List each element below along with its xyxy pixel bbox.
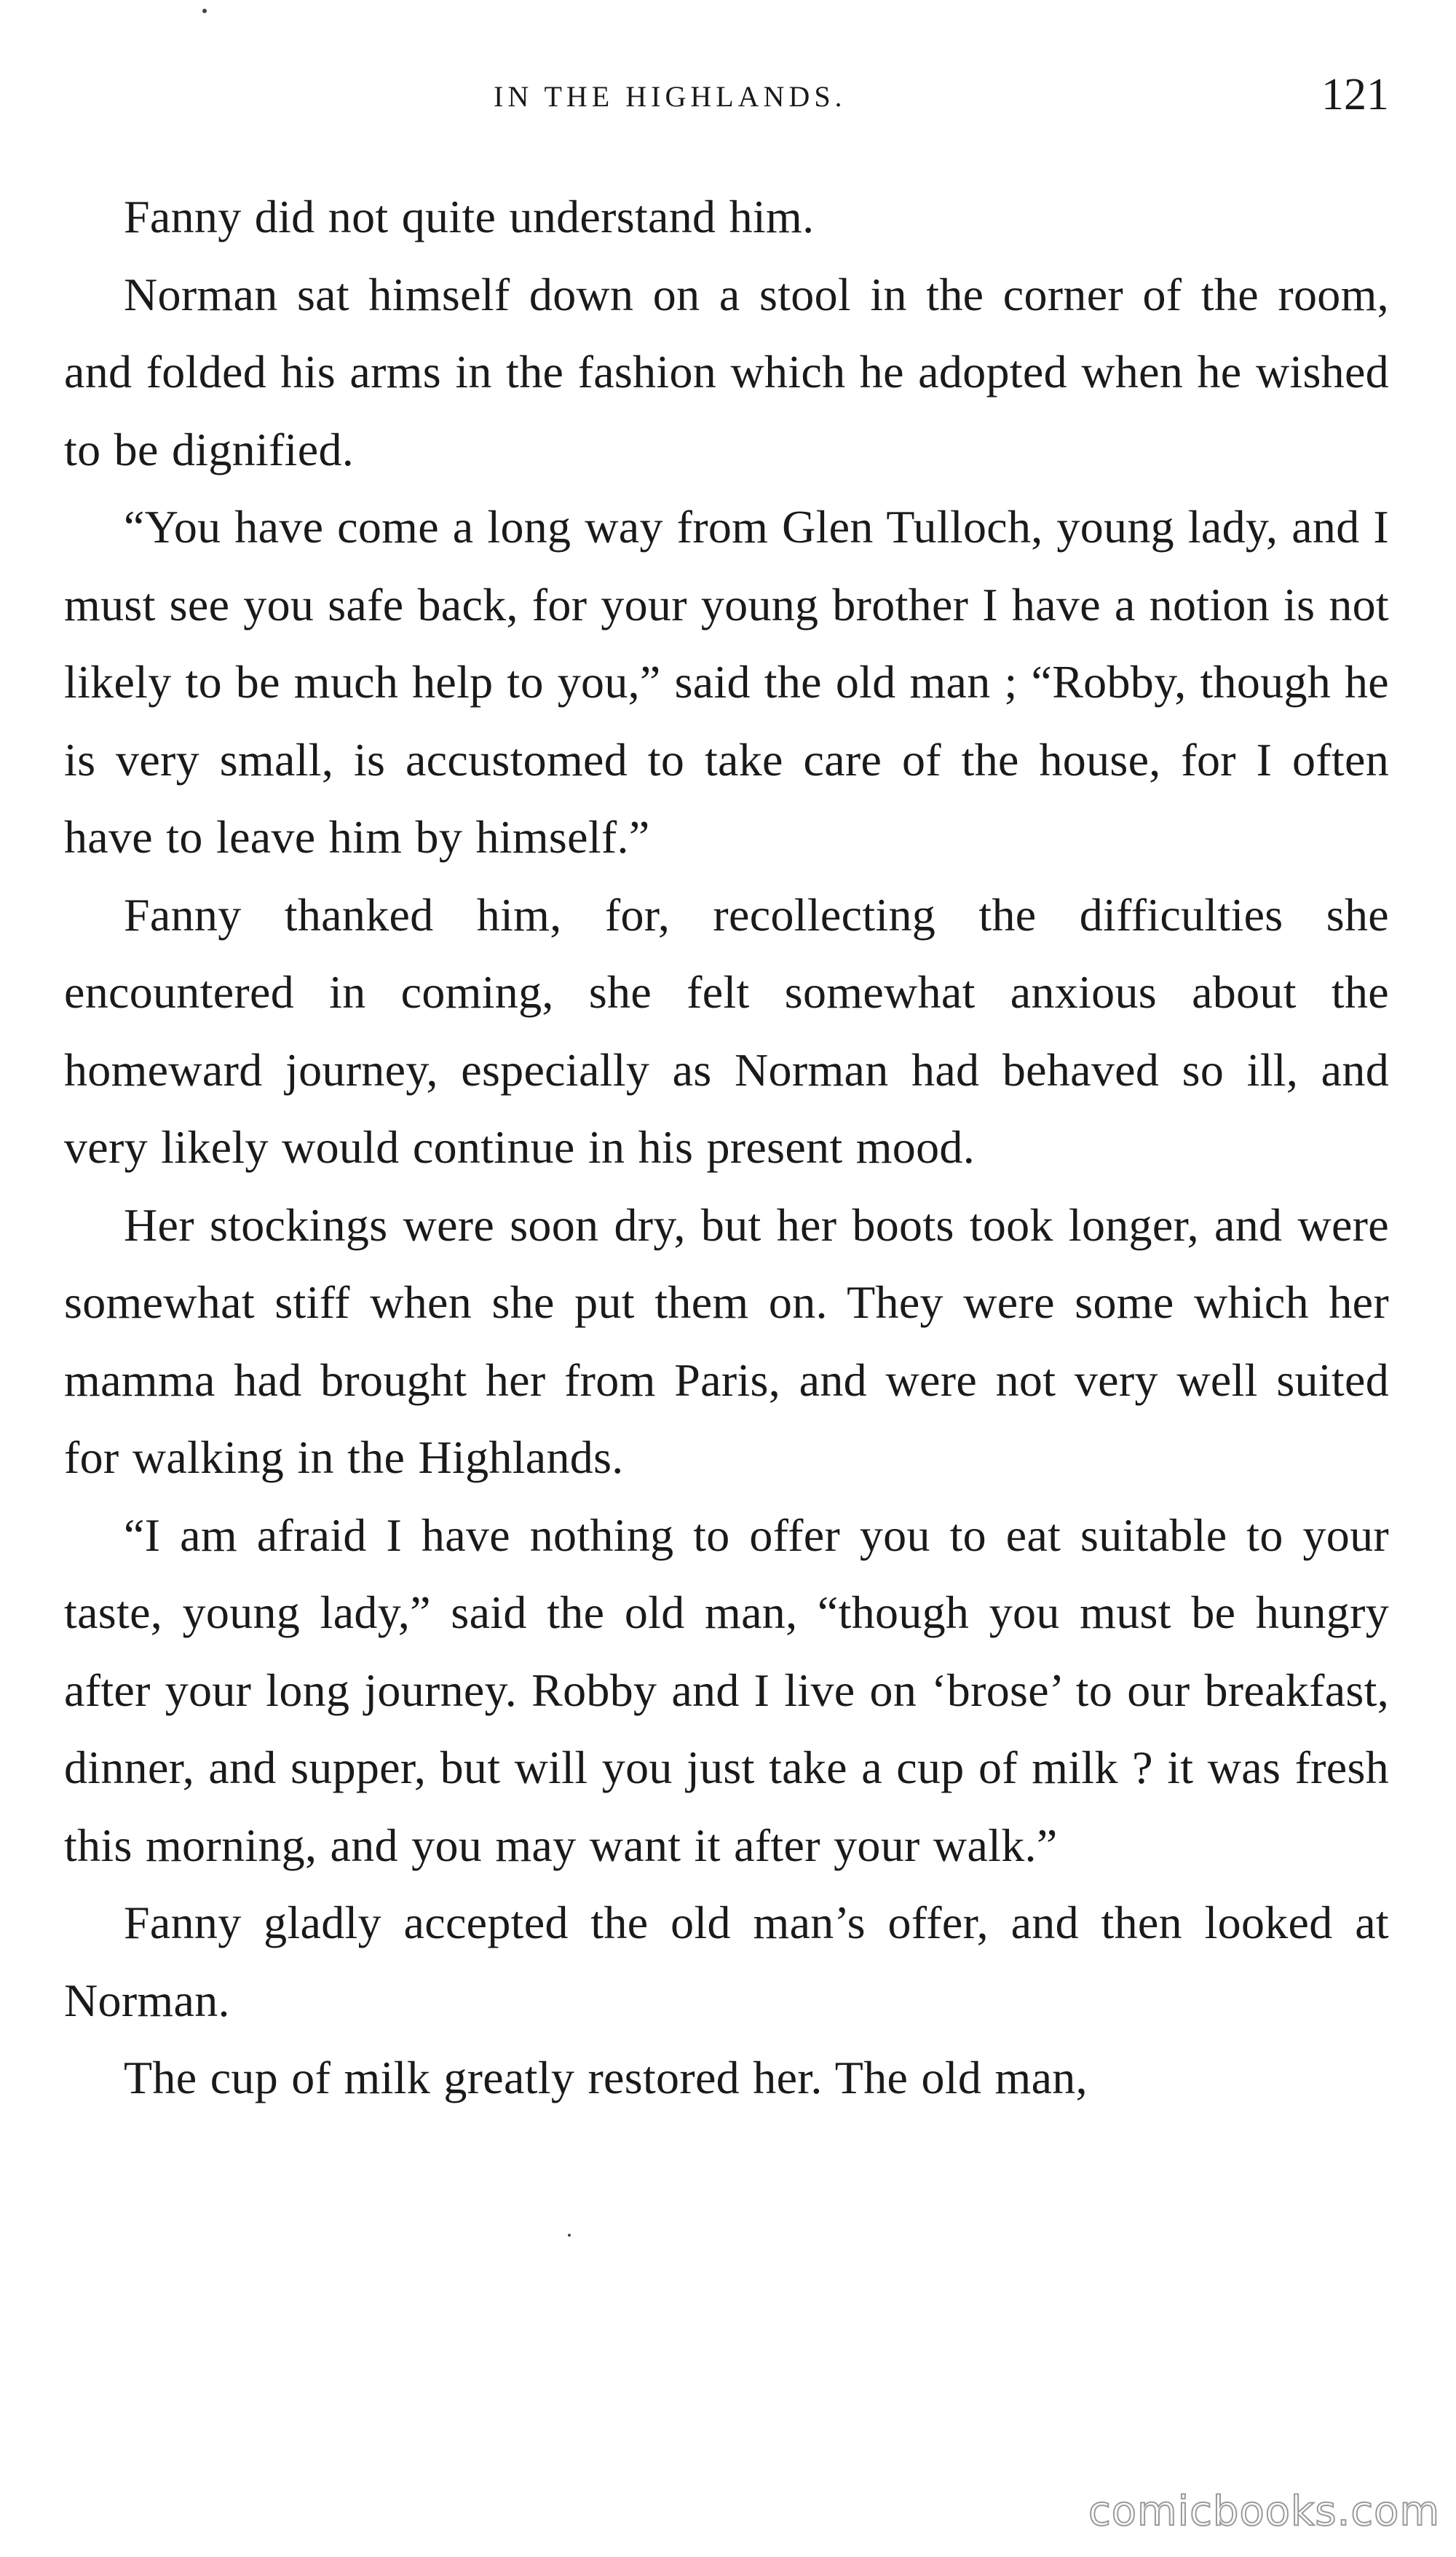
paragraph: Fanny thanked him, for, recollecting the difficulties she encountered in coming, she felt somewhat anxious about the homeward journey, especially as Norman had behaved so ill, and very likely would continue in his present mood. [64, 888, 1389, 1173]
paragraph: The cup of milk greatly restored her. The old man, [124, 2052, 1088, 2103]
body-text [64, 178, 1389, 2117]
print-speck [568, 2234, 571, 2237]
running-head [64, 69, 1389, 127]
paragraph: Fanny did not quite understand him. [124, 191, 815, 242]
page-number: 121 [1321, 70, 1389, 119]
print-speck [202, 9, 207, 13]
paragraph: Her stockings were soon dry, but her boots took longer, and were somewhat stiff when she put them on. They were some which her mamma had brought her from Paris, and were not very well suited for walking in the Highlands. [64, 1198, 1389, 1483]
watermark: comicbooks.com [1088, 2488, 1440, 2535]
paragraph: “You have come a long way from Glen Tulloch, young lady, and I must see you safe back, for your young brother I have a notion is not likely to be much help to you,” said the old man ; “Robby, though he is very small, is accustomed to take care of the house, for I often have to leave him by himself.” [64, 501, 1389, 863]
paragraph: Norman sat himself down on a stool in the corner of the room, and folded his arms in the fashion which he adopted when he wished to be dignified. [64, 268, 1389, 475]
paragraph: Fanny gladly accepted the old man’s offer, and then looked at Norman. [64, 1897, 1389, 2026]
running-title: IN THE HIGHLANDS. [494, 80, 847, 113]
paragraph: “I am afraid I have nothing to offer you to eat suitable to your taste, young lady,” said the old man, “though you must be hungry after your long journey. Robby and I live on ‘brose’ to our breakfast, dinner, and supper, but will you just take a cup of milk ? it was fresh this morning, and you may want it after your walk.” [64, 1509, 1389, 1871]
